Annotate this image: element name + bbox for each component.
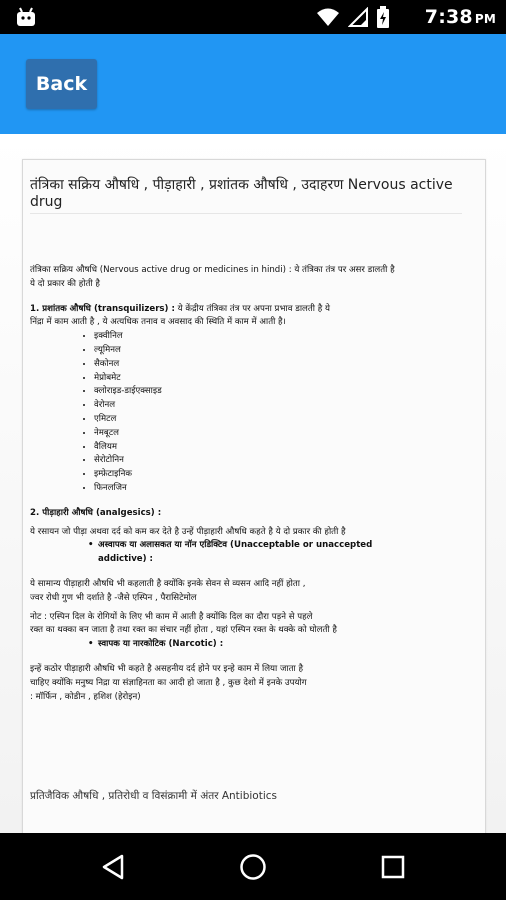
title-divider (30, 213, 462, 214)
list-item: • एमिटल (94, 413, 464, 427)
paragraph-line: चाहिए क्योंकि मनुष्य निद्रा या संज्ञाहिनता का आदी हो जाता है , कुछ देशो में इनके उपयोग (30, 677, 307, 688)
list-item: • वैलियम (94, 441, 464, 455)
wifi-icon (316, 7, 340, 27)
signal-icon (348, 7, 368, 27)
subtype-line: • स्वापक या नारकोटिक (Narcotic) : (98, 639, 224, 650)
clock (425, 6, 496, 28)
subtype-item (30, 539, 464, 567)
back-triangle-icon (100, 853, 126, 881)
list-item: • नेमबूटल (94, 427, 464, 441)
clock-time: 7:38 (424, 6, 473, 28)
home-circle-icon (239, 853, 267, 881)
article-body (30, 264, 464, 704)
intro-line: ये दो प्रकार की होती है (30, 278, 100, 289)
back-nav-button[interactable] (93, 847, 133, 887)
intro-line: तंत्रिका सक्रिय औषधि (Nervous active drug or medicines in hindi) : ये तंत्रिका तंत्र पर असर डालती है (30, 265, 395, 275)
drug-list (30, 330, 464, 496)
clock-ampm: PM (474, 12, 496, 26)
section1-heading: 1. प्रशांतक औषधि (transquilizers) : (30, 303, 175, 314)
article-title: तंत्रिका सक्रिय औषधि , पीड़ाहारी , प्रशांतक औषधि , उदाहरण Nervous active drug (30, 177, 453, 210)
subtype-item (30, 638, 464, 652)
list-item: • इक्वीनिल (94, 330, 464, 344)
section2-heading (30, 507, 464, 521)
list-item: • सैकोनल (94, 358, 464, 372)
section1-text: ये केंद्रीय तंत्रिका तंत्र पर अपना प्रभाव डालती है ये (174, 303, 331, 314)
navigation-bar (0, 833, 506, 900)
home-nav-button[interactable] (233, 847, 273, 887)
paragraph-line: ये सामान्य पीड़ाहारी औषधि भी कहलाती है क्योंकि इनके सेवन से व्यसन आदि नहीं होता , (30, 578, 306, 589)
list-item: • क्लोराइड-डाईएक्साइड (94, 385, 464, 399)
back-button[interactable]: Back (26, 59, 97, 109)
note-line: नोट : एस्पिन दिल के रोगियों के लिए भी काम में आती है क्योंकि दिल का दौरा पड़ने से पहले (30, 611, 313, 622)
paragraph-line: ज्वर रोधी गुण भी दर्शाते है -जैसे एस्पिन , पैरासिटेमोल (30, 592, 197, 603)
note-line: रक्त का थक्का बन जाता है तथा रक्त का संचार नहीं होता , यहां एस्पिन रक्त के थक्के को घोलती है (30, 625, 337, 636)
list-item: • मेप्रोबमेट (94, 372, 464, 386)
paragraph-line: इन्हें कठोर पीड़ाहारी औषधि भी कहते है असहनीय दर्द होने पर इन्हे काम में लिया जाता है (30, 663, 304, 674)
list-item: • फिनलजिन (94, 482, 464, 496)
list-item: • इम्फ़ेटाइनिक (94, 468, 464, 482)
recents-nav-button[interactable] (373, 847, 413, 887)
subtype-line: addictive) : (98, 554, 153, 565)
section1-text: निंद्रा में काम आती है , ये अत्यधिक तनाव व अवसाद की स्थिति में काम में आती है। (30, 317, 286, 328)
android-icon (14, 6, 38, 28)
status-bar (0, 0, 506, 34)
recents-square-icon (380, 854, 406, 880)
section2-text: ये रसायन जो पीड़ा अथवा दर्द को कम कर देते है उन्हें पीड़ाहारी औषधि कहते है ये दो प्रकार की होती है (30, 526, 346, 537)
subtype-line: • अस्वापक या अलासकत या नॉन एडिक्टिव (Unacceptable or unaccepted (98, 540, 373, 551)
list-item: • सेरोटोनिन (94, 454, 464, 468)
battery-charging-icon (376, 6, 390, 28)
section1-paragraph (30, 303, 464, 317)
app-bar (0, 34, 506, 134)
list-item: • ल्यूमिनल (94, 344, 464, 358)
list-item: • वेरोनल (94, 399, 464, 413)
next-article-title[interactable]: प्रतिजैविक औषधि , प्रतिरोधी व विसंक्रामी में अंतर Antibiotics (30, 790, 277, 802)
paragraph-line: : मॉर्फिन , कोडीन , हशिश (हेरोइन) (30, 691, 141, 702)
section2-heading-text: 2. पीड़ाहारी औषधि (analgesics) : (30, 507, 162, 518)
